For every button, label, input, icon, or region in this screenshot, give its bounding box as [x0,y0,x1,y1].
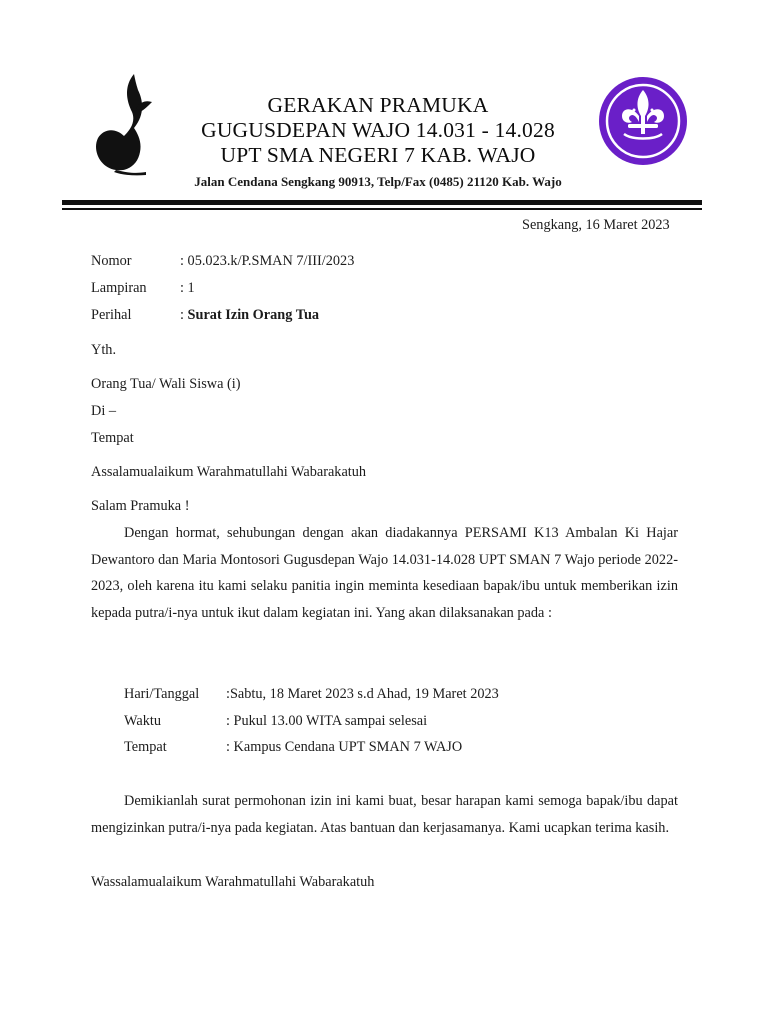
detail-label-time: Waktu [124,713,161,729]
greeting-islamic: Assalamualaikum Warahmatullahi Wabarakatuh [91,464,367,480]
place-date: Sengkang, 16 Maret 2023 [522,217,670,233]
body-paragraph-2: Demikianlah surat permohonan izin ini kami buat, besar harapan kami semoga bapak/ibu dapat mengizinkan putra/i-nya pada kegiatan. Atas bantuan dan kerjasamanya. Kami ucapkan terima kasih. [91,793,678,836]
meta-label-perihal: Perihal [91,307,132,323]
meta-label-lampiran: Lampiran [91,280,147,296]
header-divider-thin [62,208,702,210]
meta-value-lampiran: : 1 [180,280,195,296]
gugusdepan-name: GUGUSDEPAN WAJO 14.031 - 14.028 [201,118,555,142]
recipient-tempat: Tempat [91,430,134,446]
meta-label-nomor: Nomor [91,253,132,269]
meta-value-nomor: : 05.023.k/P.SMAN 7/III/2023 [180,253,355,269]
detail-value-place: : Kampus Cendana UPT SMAN 7 WAJO [226,739,463,755]
closing-greeting: Wassalamualaikum Warahmatullahi Wabarakatuh [91,874,375,890]
detail-label-place: Tempat [124,739,167,755]
tunas-kelapa-logo-icon [94,72,156,176]
meta-value-perihal [180,307,319,324]
letterhead [160,93,596,190]
school-name: UPT SMA NEGERI 7 KAB. WAJO [220,143,536,167]
detail-value-date: :Sabtu, 18 Maret 2023 s.d Ahad, 19 Maret 2023 [226,686,499,702]
organization-name: GERAKAN PRAMUKA [267,93,489,117]
greeting-pramuka: Salam Pramuka ! [91,498,190,514]
world-scout-emblem-icon [598,76,688,166]
header-divider-thick [62,200,702,205]
school-address: Jalan Cendana Sengkang 90913, Telp/Fax (0485) 21120 Kab. Wajo [194,174,562,189]
detail-label-date: Hari/Tanggal [124,686,200,702]
yth-salutation: Yth. [91,342,117,358]
recipient-di: Di – [91,403,117,419]
body-paragraph-1: Dengan hormat, sehubungan dengan akan diadakannya PERSAMI K13 Ambalan Ki Hajar Dewantoro dan Maria Montosori Gugusdepan Wajo 14.031-14.028 UPT SMAN 7 Wajo periode 2022-2023, oleh karena itu kami selaku panitia ingin meminta kesediaan bapak/ibu untuk memberikan izin kepada putra/i-nya untuk ikut dalam kegiatan ini. Yang akan dilaksanakan pada : [91,525,678,621]
detail-value-time: : Pukul 13.00 WITA sampai selesai [226,713,428,729]
meta-value-perihal-prefix: : [180,307,188,323]
meta-value-perihal-subject: Surat Izin Orang Tua [187,307,320,323]
recipient: Orang Tua/ Wali Siswa (i) [91,376,241,392]
